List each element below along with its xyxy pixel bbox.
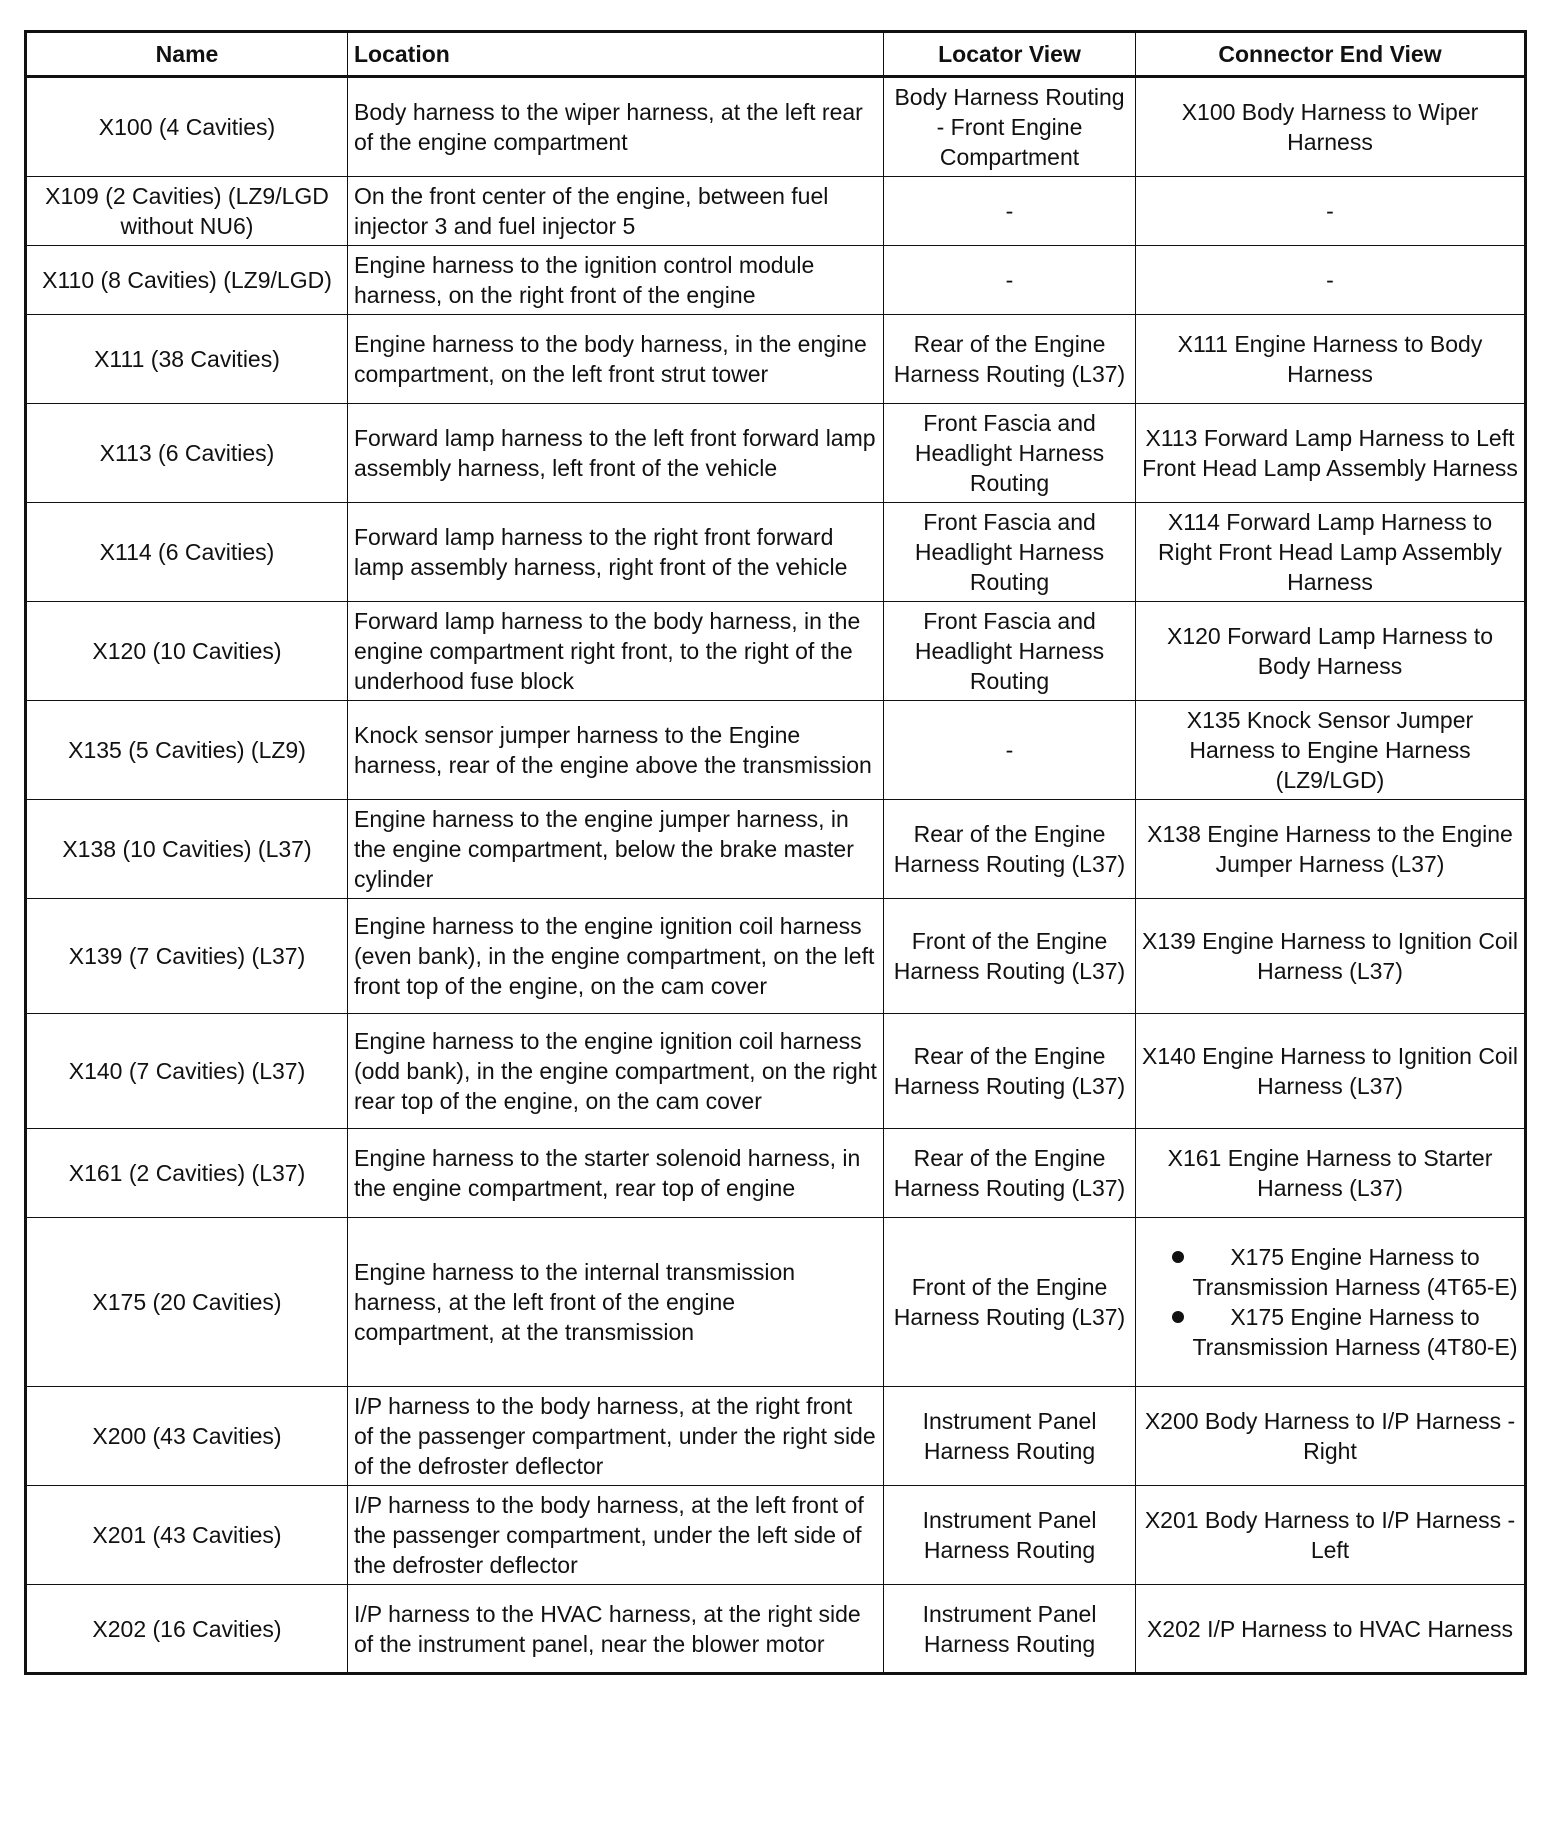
- connector-name-cell: X113 (6 Cavities): [26, 404, 348, 503]
- connector-name-cell: X114 (6 Cavities): [26, 503, 348, 602]
- connector-end-view-cell: X135 Knock Sensor Jumper Harness to Engine Harness (LZ9/LGD): [1136, 701, 1526, 800]
- connector-name-cell: X138 (10 Cavities) (L37): [26, 800, 348, 899]
- locator-view-cell: Rear of the Engine Harness Routing (L37): [884, 315, 1136, 404]
- connector-name-cell: X109 (2 Cavities) (LZ9/LGD without NU6): [26, 177, 348, 246]
- connector-table: [24, 30, 1527, 1675]
- location-cell: Engine harness to the starter solenoid harness, in the engine compartment, rear top of engine: [348, 1129, 884, 1218]
- locator-view-cell: Rear of the Engine Harness Routing (L37): [884, 1129, 1136, 1218]
- locator-view-cell: Front of the Engine Harness Routing (L37): [884, 1218, 1136, 1387]
- connector-end-view-item: X175 Engine Harness to Transmission Harness (4T65-E): [1192, 1244, 1518, 1300]
- connector-end-view-cell: X138 Engine Harness to the Engine Jumper Harness (L37): [1136, 800, 1526, 899]
- connector-end-view-item: X175 Engine Harness to Transmission Harness (4T80-E): [1192, 1304, 1518, 1360]
- connector-name-cell: X202 (16 Cavities): [26, 1585, 348, 1674]
- header-connector-end-view: Connector End View: [1136, 32, 1526, 77]
- table-row: [26, 899, 1526, 1014]
- connector-end-view-cell: X120 Forward Lamp Harness to Body Harness: [1136, 602, 1526, 701]
- connector-name-cell: X140 (7 Cavities) (L37): [26, 1014, 348, 1129]
- table-row: [26, 177, 1526, 246]
- location-cell: Knock sensor jumper harness to the Engine harness, rear of the engine above the transmission: [348, 701, 884, 800]
- header-location: Location: [348, 32, 884, 77]
- table-row: [26, 246, 1526, 315]
- connector-name-cell: X135 (5 Cavities) (LZ9): [26, 701, 348, 800]
- header-name: Name: [26, 32, 348, 77]
- connector-end-view-cell: X139 Engine Harness to Ignition Coil Harness (L37): [1136, 899, 1526, 1014]
- location-cell: Body harness to the wiper harness, at the left rear of the engine compartment: [348, 77, 884, 177]
- connector-end-view-cell: X140 Engine Harness to Ignition Coil Harness (L37): [1136, 1014, 1526, 1129]
- connector-name-cell: X120 (10 Cavities): [26, 602, 348, 701]
- location-cell: Engine harness to the body harness, in the engine compartment, on the left front strut tower: [348, 315, 884, 404]
- table-row: [26, 315, 1526, 404]
- connector-name-cell: X110 (8 Cavities) (LZ9/LGD): [26, 246, 348, 315]
- location-cell: On the front center of the engine, between fuel injector 3 and fuel injector 5: [348, 177, 884, 246]
- connector-name-cell: X161 (2 Cavities) (L37): [26, 1129, 348, 1218]
- connector-end-view-cell: X200 Body Harness to I/P Harness - Right: [1136, 1387, 1526, 1486]
- table-row: [26, 1387, 1526, 1486]
- connector-end-view-cell: X161 Engine Harness to Starter Harness (L37): [1136, 1129, 1526, 1218]
- connector-end-view-cell: -: [1136, 177, 1526, 246]
- connector-end-view-cell: X111 Engine Harness to Body Harness: [1136, 315, 1526, 404]
- connector-end-view-cell: X202 I/P Harness to HVAC Harness: [1136, 1585, 1526, 1674]
- locator-view-cell: Body Harness Routing - Front Engine Compartment: [884, 77, 1136, 177]
- location-cell: I/P harness to the body harness, at the left front of the passenger compartment, under the left side of the defroster deflector: [348, 1486, 884, 1585]
- location-cell: Forward lamp harness to the right front forward lamp assembly harness, right front of the vehicle: [348, 503, 884, 602]
- locator-view-cell: -: [884, 177, 1136, 246]
- locator-view-cell: Rear of the Engine Harness Routing (L37): [884, 800, 1136, 899]
- bullet-icon: [1172, 1311, 1184, 1323]
- header-row: [26, 32, 1526, 77]
- location-cell: Engine harness to the engine ignition coil harness (odd bank), in the engine compartment, on the right rear top of the engine, on the cam cover: [348, 1014, 884, 1129]
- table-row: [26, 1218, 1526, 1387]
- locator-view-cell: Instrument Panel Harness Routing: [884, 1387, 1136, 1486]
- connector-end-view-cell: [1136, 1218, 1526, 1387]
- locator-view-cell: Front Fascia and Headlight Harness Routing: [884, 503, 1136, 602]
- bullet-icon: [1172, 1251, 1184, 1263]
- connector-end-view-cell: X113 Forward Lamp Harness to Left Front Head Lamp Assembly Harness: [1136, 404, 1526, 503]
- connector-name-cell: X201 (43 Cavities): [26, 1486, 348, 1585]
- locator-view-cell: Front Fascia and Headlight Harness Routing: [884, 404, 1136, 503]
- table-row: [26, 503, 1526, 602]
- connector-end-view-cell: X201 Body Harness to I/P Harness - Left: [1136, 1486, 1526, 1585]
- table-row: [26, 1585, 1526, 1674]
- list-item: [1152, 1242, 1518, 1302]
- locator-view-cell: Front of the Engine Harness Routing (L37): [884, 899, 1136, 1014]
- location-cell: Engine harness to the engine ignition coil harness (even bank), in the engine compartment, on the left front top of the engine, on the cam cover: [348, 899, 884, 1014]
- connector-name-cell: X139 (7 Cavities) (L37): [26, 899, 348, 1014]
- location-cell: Forward lamp harness to the body harness, in the engine compartment right front, to the right of the underhood fuse block: [348, 602, 884, 701]
- connector-name-cell: X100 (4 Cavities): [26, 77, 348, 177]
- connector-end-view-cell: -: [1136, 246, 1526, 315]
- connector-name-cell: X175 (20 Cavities): [26, 1218, 348, 1387]
- locator-view-cell: -: [884, 701, 1136, 800]
- table-row: [26, 800, 1526, 899]
- connector-name-cell: X111 (38 Cavities): [26, 315, 348, 404]
- header-locator-view: Locator View: [884, 32, 1136, 77]
- table-row: [26, 1014, 1526, 1129]
- table-row: [26, 701, 1526, 800]
- connector-end-view-list: [1142, 1242, 1518, 1362]
- locator-view-cell: Instrument Panel Harness Routing: [884, 1486, 1136, 1585]
- locator-view-cell: -: [884, 246, 1136, 315]
- location-cell: Engine harness to the internal transmission harness, at the left front of the engine compartment, at the transmission: [348, 1218, 884, 1387]
- location-cell: Forward lamp harness to the left front forward lamp assembly harness, left front of the vehicle: [348, 404, 884, 503]
- table-row: [26, 602, 1526, 701]
- connector-name-cell: X200 (43 Cavities): [26, 1387, 348, 1486]
- location-cell: I/P harness to the body harness, at the right front of the passenger compartment, under the right side of the defroster deflector: [348, 1387, 884, 1486]
- table-row: [26, 77, 1526, 177]
- connector-end-view-cell: X114 Forward Lamp Harness to Right Front Head Lamp Assembly Harness: [1136, 503, 1526, 602]
- connector-end-view-cell: X100 Body Harness to Wiper Harness: [1136, 77, 1526, 177]
- table-row: [26, 1486, 1526, 1585]
- table-row: [26, 404, 1526, 503]
- location-cell: Engine harness to the engine jumper harness, in the engine compartment, below the brake master cylinder: [348, 800, 884, 899]
- table-row: [26, 1129, 1526, 1218]
- location-cell: I/P harness to the HVAC harness, at the right side of the instrument panel, near the blower motor: [348, 1585, 884, 1674]
- location-cell: Engine harness to the ignition control module harness, on the right front of the engine: [348, 246, 884, 315]
- list-item: [1152, 1302, 1518, 1362]
- locator-view-cell: Instrument Panel Harness Routing: [884, 1585, 1136, 1674]
- locator-view-cell: Front Fascia and Headlight Harness Routing: [884, 602, 1136, 701]
- locator-view-cell: Rear of the Engine Harness Routing (L37): [884, 1014, 1136, 1129]
